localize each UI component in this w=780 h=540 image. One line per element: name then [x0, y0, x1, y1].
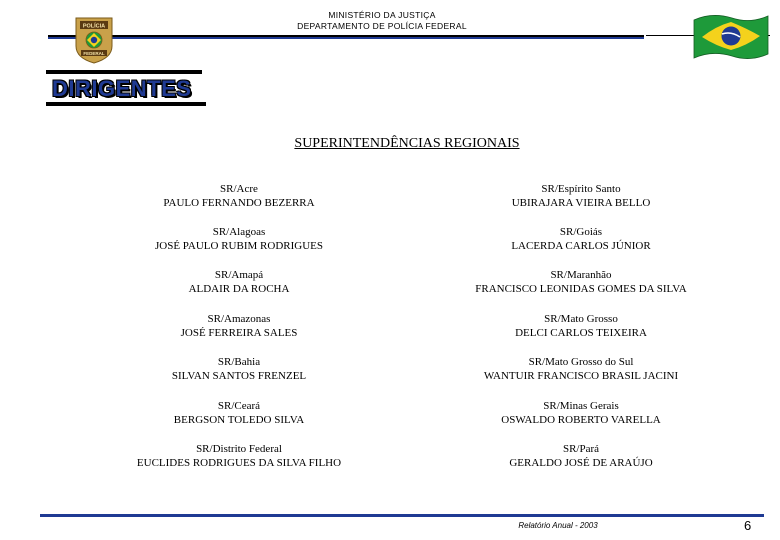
- header-rule-accent: [48, 37, 644, 39]
- list-item: [416, 400, 746, 427]
- list-item: [416, 313, 746, 340]
- director-name: ALDAIR DA ROCHA: [188, 283, 290, 295]
- section-title: SUPERINTENDÊNCIAS REGIONAIS: [294, 136, 520, 151]
- unit-label: SR/Acre: [220, 183, 258, 195]
- director-name: JOSÉ PAULO RUBIM RODRIGUES: [155, 240, 323, 252]
- footer-report-label: Relatório Anual - 2003: [518, 521, 598, 530]
- footer-rule: [40, 514, 764, 517]
- director-name: FRANCISCO LEONIDAS GOMES DA SILVA: [475, 283, 687, 295]
- unit-label: SR/Espírito Santo: [541, 183, 621, 195]
- header-department: DEPARTAMENTO DE POLÍCIA FEDERAL: [297, 21, 467, 31]
- list-item: [74, 400, 404, 427]
- list-item: [416, 183, 746, 210]
- director-name: LACERDA CARLOS JÚNIOR: [511, 240, 651, 252]
- badge-top-text: POLÍCIA: [82, 23, 106, 30]
- director-name: EUCLIDES RODRIGUES DA SILVA FILHO: [136, 457, 342, 469]
- list-item: [416, 443, 746, 470]
- list-item: [74, 356, 404, 383]
- header-ministry: MINISTÉRIO DA JUSTIÇA: [328, 10, 436, 20]
- list-item: [74, 226, 404, 253]
- unit-label: SR/Goiás: [559, 226, 603, 238]
- unit-label: SR/Ceará: [217, 400, 261, 412]
- list-item: [416, 269, 746, 296]
- director-name: DELCI CARLOS TEIXEIRA: [515, 327, 647, 339]
- list-item: [74, 313, 404, 340]
- unit-label: SR/Pará: [562, 443, 600, 455]
- unit-label: SR/Amapá: [214, 269, 264, 281]
- list-item: [416, 226, 746, 253]
- unit-label: SR/Bahia: [217, 356, 261, 368]
- unit-label: SR/Mato Grosso do Sul: [528, 356, 634, 368]
- badge-bottom-text: FEDERAL: [83, 51, 105, 56]
- page-title: DIRIGENTES: [52, 76, 192, 101]
- director-name: UBIRAJARA VIEIRA BELLO: [511, 197, 651, 209]
- title-bar-bottom: [46, 102, 206, 106]
- list-item: [74, 443, 404, 470]
- unit-label: SR/Amazonas: [207, 313, 271, 325]
- director-name: GERALDO JOSÉ DE ARAÚJO: [509, 457, 653, 469]
- list-item: [74, 183, 404, 210]
- page-number: 6: [744, 518, 752, 533]
- title-bar-top: [46, 70, 202, 74]
- director-name: JOSÉ FERREIRA SALES: [180, 327, 298, 339]
- unit-label: SR/Maranhão: [550, 269, 612, 281]
- director-name: SILVAN SANTOS FRENZEL: [171, 370, 307, 382]
- unit-label: SR/Alagoas: [212, 226, 266, 238]
- list-item: [416, 356, 746, 383]
- unit-label: SR/Minas Gerais: [543, 400, 619, 412]
- unit-label: SR/Mato Grosso: [544, 313, 618, 325]
- director-name: PAULO FERNANDO BEZERRA: [163, 197, 315, 209]
- brazil-flag-icon: [690, 10, 772, 66]
- director-name: BERGSON TOLEDO SILVA: [173, 414, 305, 426]
- director-name: OSWALDO ROBERTO VARELLA: [501, 414, 661, 426]
- director-name: WANTUIR FRANCISCO BRASIL JACINI: [483, 370, 679, 382]
- police-badge-icon: [72, 12, 116, 64]
- unit-label: SR/Distrito Federal: [196, 443, 282, 455]
- list-item: [74, 269, 404, 296]
